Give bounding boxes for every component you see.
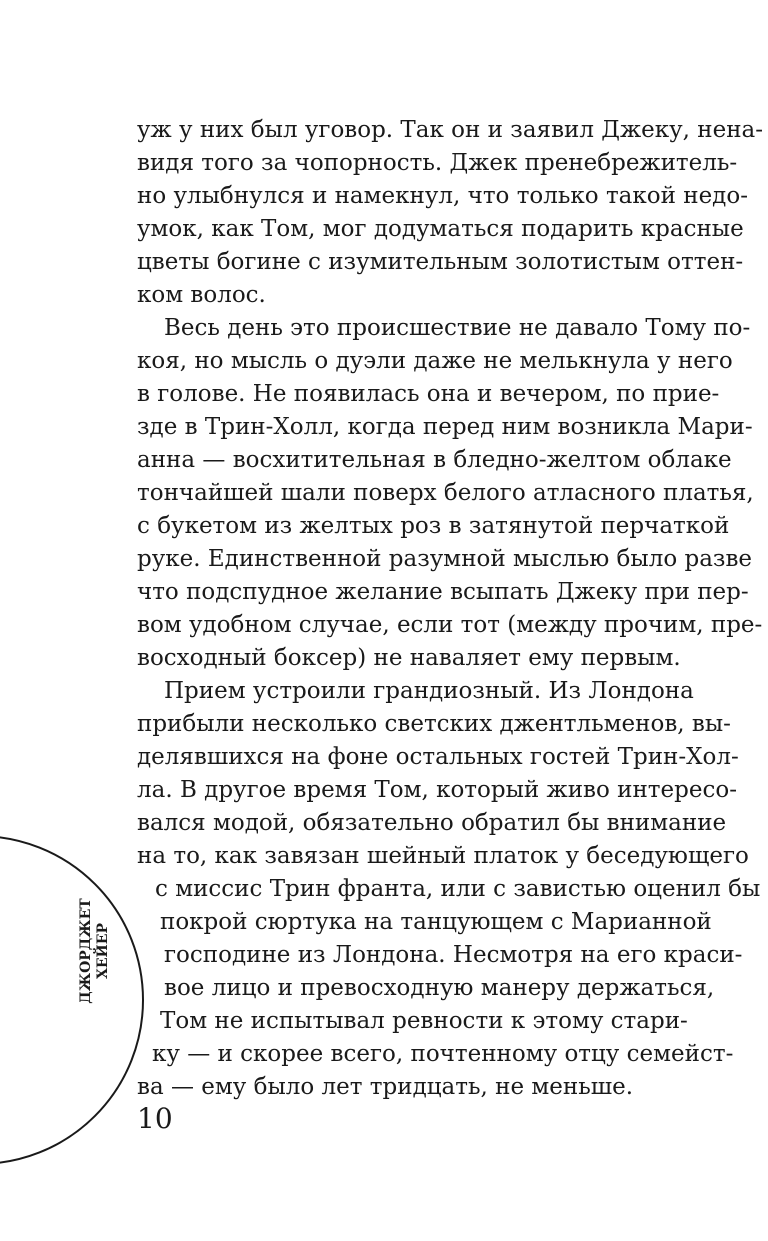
text-line: ва — ему было лет тридцать, не меньше. xyxy=(137,1074,634,1100)
text-line: тончайшей шали поверх белого атласного платья, xyxy=(137,480,754,506)
text-line: коя, но мысль о дуэли даже не мелькнула у него xyxy=(137,348,733,374)
author-first-name: ДЖОРДЖЕТ xyxy=(78,898,94,1004)
author-last-name: ХЕЙЕР xyxy=(95,923,111,979)
text-line: господине из Лондона. Несмотря на его краси- xyxy=(164,942,743,968)
text-line: на то, как завязан шейный платок у беседующего xyxy=(137,843,749,869)
text-line: видя того за чопорность. Джек пренебрежитель- xyxy=(137,150,738,176)
text-line: ку — и скорее всего, почтенному отцу семейст- xyxy=(152,1041,734,1067)
text-line: что подспудное желание всыпать Джеку при пер- xyxy=(137,579,749,605)
text-line: Весь день это происшествие не давало Тому по- xyxy=(164,315,751,341)
text-line: уж у них был уговор. Так он и заявил Джеку, нена- xyxy=(137,117,764,143)
page-number: 10 xyxy=(137,1102,173,1135)
text-line: восходный боксер) не наваляет ему первым. xyxy=(137,645,681,671)
text-line: вался модой, обязательно обратил бы внимание xyxy=(137,810,727,836)
text-line: умок, как Том, мог додуматься подарить красные xyxy=(137,216,744,242)
text-line: ком волос. xyxy=(137,282,266,308)
text-line: прибыли несколько светских джентльменов, вы- xyxy=(137,711,731,737)
text-line: вом удобном случае, если тот (между прочим, пре- xyxy=(137,612,763,638)
text-line: в голове. Не появилась она и вечером, по прие- xyxy=(137,381,720,407)
text-line: но улыбнулся и намекнул, что только такой недо- xyxy=(137,183,748,209)
text-line: вое лицо и превосходную манеру держаться, xyxy=(164,975,715,1001)
text-line: делявшихся на фоне остальных гостей Трин-Хол- xyxy=(137,744,739,770)
text-line: анна — восхитительная в бледно-желтом облаке xyxy=(137,447,732,473)
text-line: с букетом из желтых роз в затянутой перчаткой xyxy=(137,513,730,539)
text-line: зде в Трин-Холл, когда перед ним возникла Мари- xyxy=(137,414,753,440)
text-line: Том не испытывал ревности к этому стари- xyxy=(160,1008,688,1034)
text-line: Прием устроили грандиозный. Из Лондона xyxy=(164,678,694,704)
text-line: покрой сюртука на танцующем с Марианной xyxy=(160,909,712,935)
text-line: руке. Единственной разумной мыслью было разве xyxy=(137,546,753,572)
text-line: цветы богине с изумительным золотистым оттен- xyxy=(137,249,744,275)
text-line: с миссис Трин франта, или с завистью оценил бы xyxy=(155,876,761,902)
text-line: ла. В другое время Том, который живо интересо- xyxy=(137,777,737,803)
